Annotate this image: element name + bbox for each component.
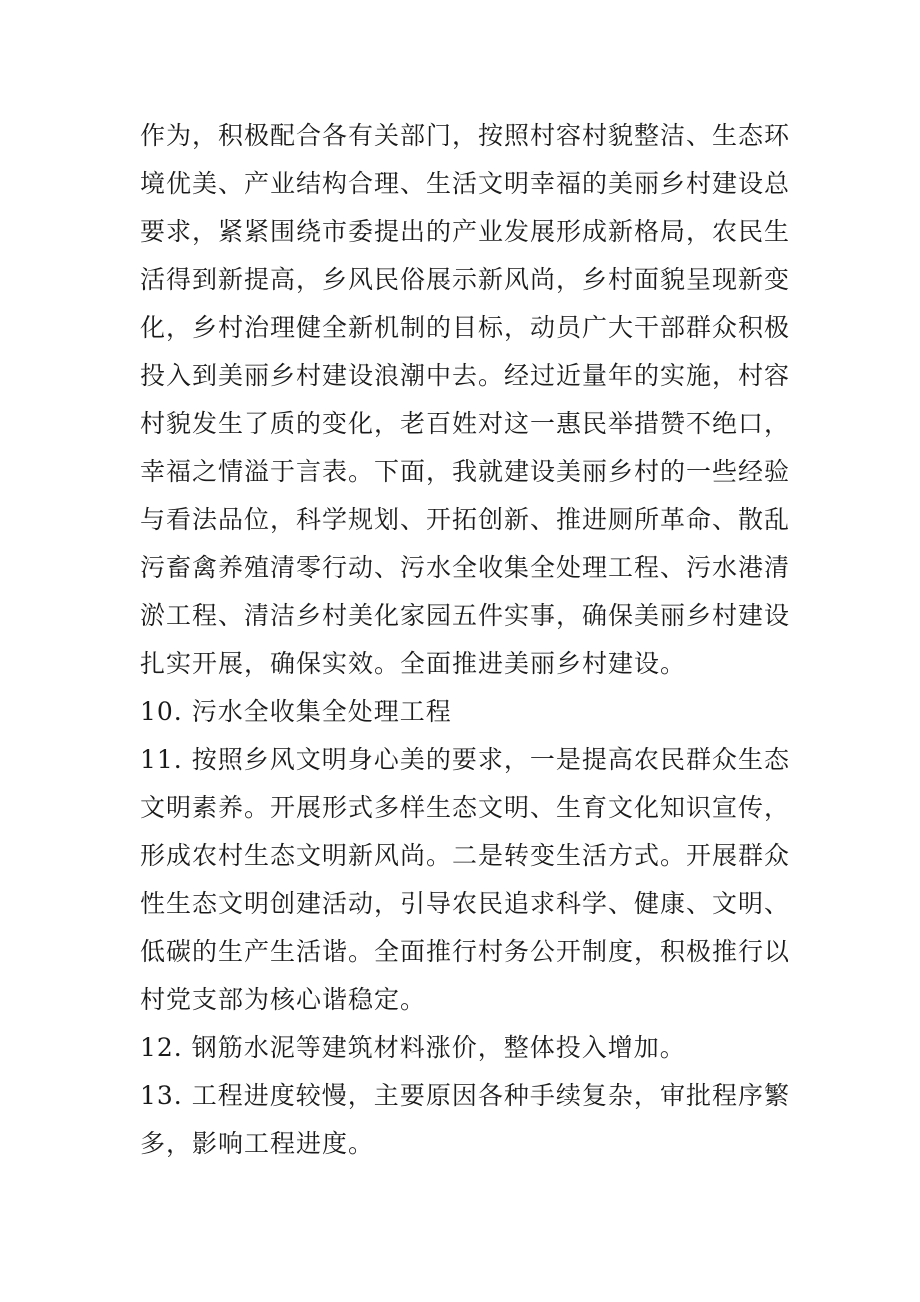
paragraph-intro: 作为，积极配合各有关部门，按照村容村貌整洁、生态环境优美、产业结构合理、生活文明幸福的美丽乡村建设总要求，紧紧围绕市委提出的产业发展形成新格局，农民生活得到新提高，乡风民俗展示新风尚，乡村面貌呈现新变化，乡村治理健全新机制的目标，动员广大干部群众积极投入到美丽乡村建设浪潮中去。经过近量年的实施，村容村貌发生了质的变化，老百姓对这一惠民举措赞不绝口，幸福之情溢于言表。下面，我就建设美丽乡村的一些经验与看法品位，科学规划、开拓创新、推进厕所革命、散乱污畜禽养殖清零行动、污水全收集全处理工程、污水港清淤工程、清洁乡村美化家园五件实事，确保美丽乡村建设扎实开展，确保实效。全面推进美丽乡村建设。 xyxy=(140,121,791,678)
paragraph-item-13: 13. 工程进度较慢，主要原因各种手续复杂，审批程序繁多，影响工程进度。 xyxy=(140,1081,790,1158)
paragraph-item-11: 11. 按照乡风文明身心美的要求，一是提高农民群众生态文明素养。开展形式多样生态文明、生育文化知识宣传，形成农村生态文明新风尚。二是转变生活方式。开展群众性生态文明创建活动，引导农民追求科学、健康、文明、低碳的生产生活谐。全面推行村务公开制度，积极推行以村党支部为核心谐稳定。 xyxy=(140,745,791,1014)
document-body xyxy=(140,112,790,1168)
paragraph-item-10: 10. 污水全收集全处理工程 xyxy=(140,697,452,726)
paragraph-item-12: 12. 钢筋水泥等建筑材料涨价，整体投入增加。 xyxy=(140,1033,686,1062)
